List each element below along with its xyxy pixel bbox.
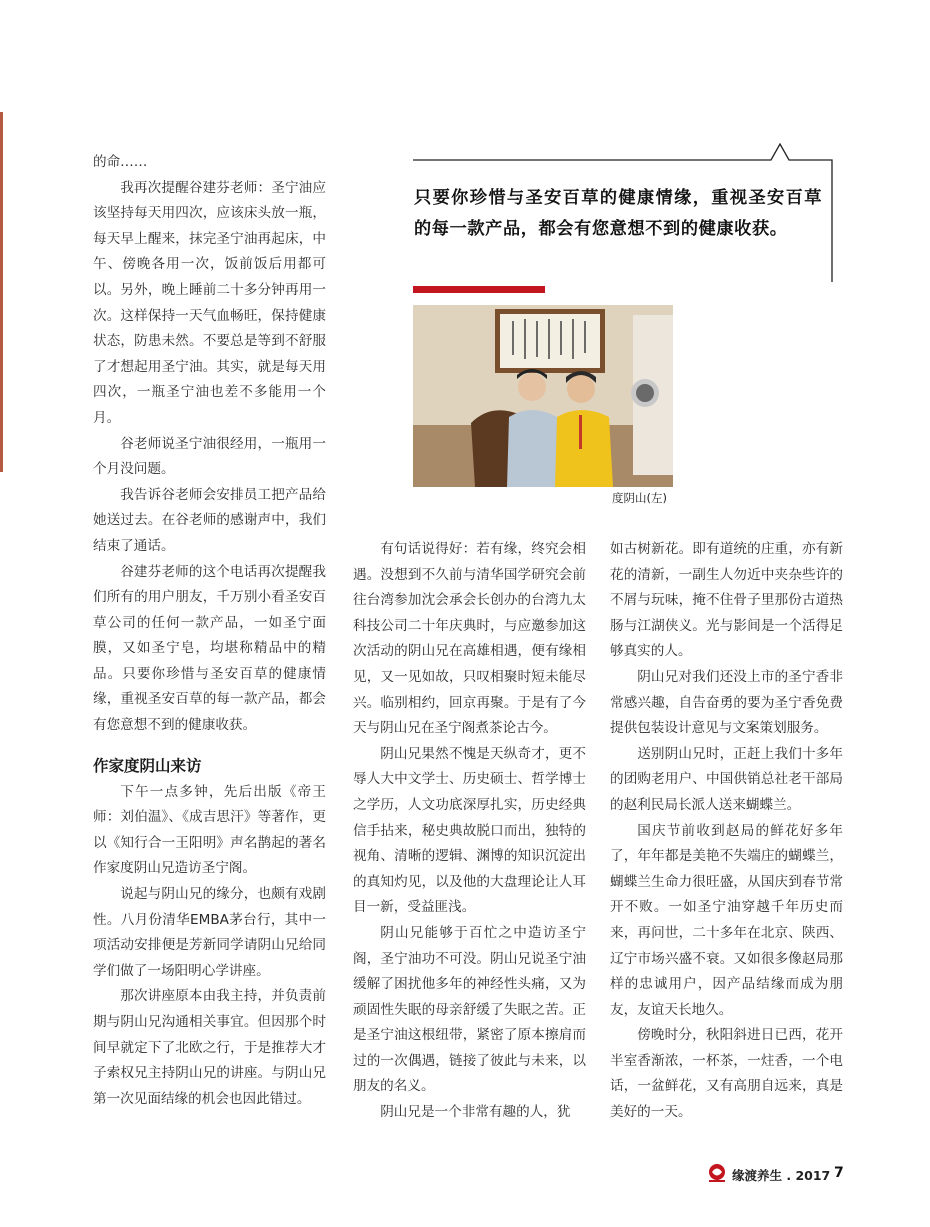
paragraph: 国庆节前收到赵局的鲜花好多年了，年年都是美艳不失端庄的蝴蝶兰，蝴蝶兰生命力很旺盛，从国庆到春节常开不败。一如圣宁油穿越千年历史而来，再问世，二十多年在北京、陕西、辽宁市场兴盛不衰。又如很多像赵局那样的忠诚用户，因产品结缘而成为朋友，友谊天长地久。: [610, 822, 843, 1018]
paragraph: 阴山兄果然不愧是天纵奇才，更不辱人大中文学士、历史硕士、哲学博士之学历，人文功底深厚扎实，历史经典信手拈来，秘史典故脱口而出，独特的视角、清晰的逻辑、渊博的知识沉淀出的真知灼见，以及他的大盘理论让人耳目一新，受益匪浅。: [353, 745, 586, 916]
article-column-3: [610, 537, 843, 1126]
photo-two-men: [413, 305, 673, 487]
paragraph: 阴山兄是一个非常有趣的人，犹: [380, 1104, 571, 1121]
paragraph: 阴山兄能够于百忙之中造访圣宁阁，圣宁油功不可没。阴山兄说圣宁油缓解了困扰他多年的神经性头痛，又为顽固性失眠的母亲舒缓了失眠之苦。正是圣宁油这根纽带，紧密了原本擦肩而过的一次偶遇，链接了彼此与未来，以朋友的名义。: [353, 924, 586, 1095]
paragraph: 那次讲座原本由我主持，并负责前期与阴山兄沟通相关事宜。但因那个时间早就定下了北欧之行，于是推荐大才子索权兄主持阴山兄的讲座。与阴山兄第一次见面结缘的机会也因此错过。: [93, 988, 326, 1107]
paragraph: 送别阴山兄时，正赶上我们十多年的团购老用户、中国供销总社老干部局的赵利民局长派人送来蝴蝶兰。: [610, 745, 843, 813]
paragraph: 的命……: [93, 154, 148, 170]
paragraph: 傍晚时分，秋阳斜进日已西，花开半室香渐浓，一杯茶，一炷香，一个电话，一盆鲜花，又有高朋自远来，真是美好的一天。: [610, 1027, 843, 1121]
paragraph: 下午一点多钟，先后出版《帝王师：刘伯温》、《成吉思汗》等著作，更以《知行合一王阳明》声名鹊起的著名作家度阴山兄造访圣宁阁。: [93, 783, 326, 877]
paragraph: 说起与阴山兄的缘分，也颇有戏剧性。八月份清华EMBA茅台行，其中一项活动安排便是芳新同学请阴山兄给同学们做了一场阳明心学讲座。: [93, 886, 326, 979]
article-column-2: [353, 537, 586, 1126]
magazine-name: 缘渡养生 . 2017: [732, 1168, 831, 1183]
pull-quote-text: 只要你珍惜与圣安百草的健康情缘，重视圣安百草的每一款产品，都会有您意想不到的健康收获。: [414, 188, 822, 239]
paragraph: 有句话说得好：若有缘，终究会相遇。没想到不久前与清华国学研究会前往台湾参加沈会承会长创办的台湾九太科技公司二十年庆典时，与应邀参加这次活动的阴山兄在高雄相遇，便有缘相见，又一见如故，只叹相聚时短未能尽兴。临别相约，回京再聚。于是有了今天与阴山兄在圣宁阁煮茶论古今。: [353, 541, 586, 737]
paragraph: 谷老师说圣宁油很经用，一瓶用一个月没问题。: [93, 435, 326, 478]
paragraph: 我再次提醒谷建芬老师：圣宁油应该坚持每天用四次，应该床头放一瓶，每天早上醒来，抹完圣宁油再起床，中午、傍晚各用一次，饭前饭后用都可以。另外，晚上睡前二十多分钟再用一次。这样保持一天气血畅旺，保持健康状态，防患未然。不要总是等到不舒服了才想起用圣宁油。其实，就是每天用四次，一瓶圣宁油也差不多能用一个月。: [93, 179, 326, 426]
page-number: 7: [834, 1165, 844, 1181]
paragraph: 如古树新花。即有道统的庄重，亦有新花的清新，一副生人勿近中夹杂些许的不屑与玩味，掩不住骨子里那份古道热肠与江湖侠义。光与影间是一个活得足够真实的人。: [610, 541, 843, 660]
page-edge-strip: [0, 112, 3, 472]
section-heading: 作家度阴山来访: [93, 756, 202, 775]
photo-caption: 度阴山(左): [612, 491, 667, 505]
paragraph: 谷建芬老师的这个电话再次提醒我们所有的用户朋友，千万别小看圣安百草公司的任何一款产品，一如圣宁面膜，又如圣宁皂，均堪称精品中的精品。只要你珍惜与圣安百草的健康情缘，重视圣安百草的每一款产品，都会有您意想不到的健康收获。: [93, 563, 326, 734]
article-column-1: [93, 150, 326, 1112]
paragraph: 我告诉谷老师会安排员工把产品给她送过去。在谷老师的感谢声中，我们结束了通话。: [93, 486, 326, 554]
accent-bar: [413, 286, 545, 293]
paragraph: 阴山兄对我们还没上市的圣宁香非常感兴趣，自告奋勇的要为圣宁香免费提供包装设计意见与文案策划服务。: [610, 668, 843, 737]
magazine-logo-icon: [706, 1163, 728, 1187]
